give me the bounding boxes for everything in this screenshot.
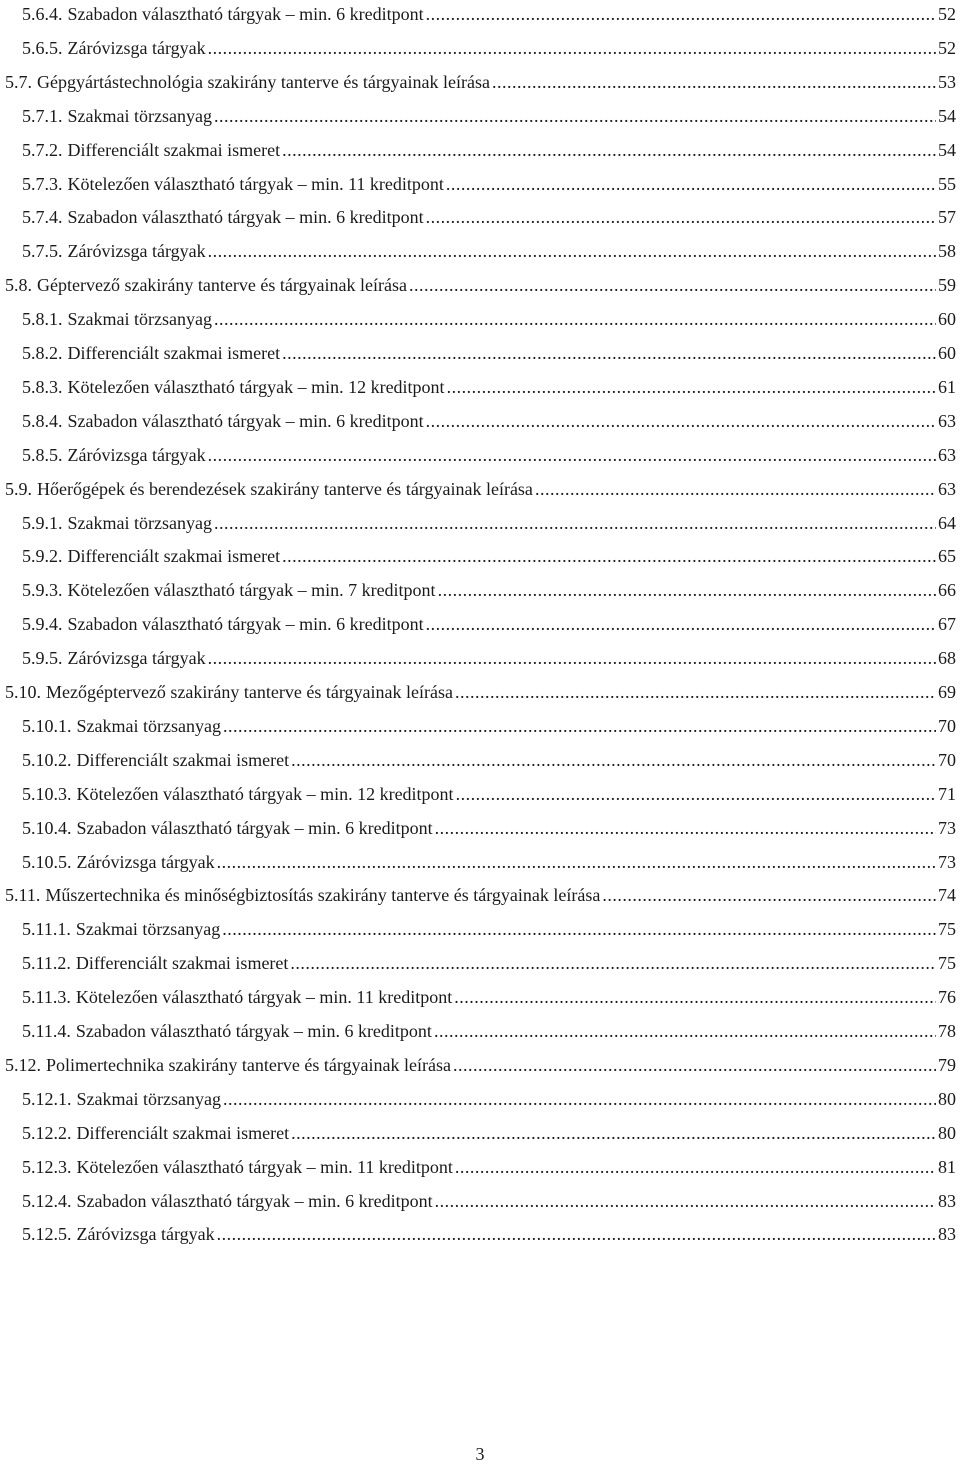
toc-entry[interactable] <box>0 610 960 638</box>
toc-entry-label: Hőerőgépek és berendezések szakirány tanterve és tárgyainak leírása <box>37 478 533 499</box>
toc-dot-leader <box>223 1085 936 1113</box>
toc-entry[interactable] <box>0 1187 960 1215</box>
toc-entry-page: 70 <box>938 749 956 770</box>
toc-dot-leader <box>446 170 936 198</box>
toc-entry-number: 5.11. <box>5 885 41 906</box>
toc-entry-page: 54 <box>938 139 956 160</box>
toc-entry-title <box>22 746 289 774</box>
toc-entry-title <box>22 712 221 740</box>
toc-dot-leader <box>208 34 936 62</box>
toc-entry-title <box>22 814 433 842</box>
toc-entry-label: Szakmai törzsanyag <box>76 1088 221 1109</box>
toc-entry[interactable] <box>0 746 960 774</box>
toc-entry-label: Záróvizsga tárgyak <box>67 444 206 465</box>
toc-dot-leader <box>217 1220 936 1248</box>
toc-entry-label: Szabadon választható tárgyak – min. 6 kreditpont <box>75 1021 432 1041</box>
toc-dot-leader <box>409 271 936 299</box>
toc-entry[interactable] <box>0 136 960 164</box>
toc-entry[interactable] <box>0 678 960 706</box>
toc-entry-title <box>22 203 424 231</box>
toc-entry-title <box>22 237 206 265</box>
toc-entry[interactable] <box>0 509 960 537</box>
toc-entry-title <box>22 0 424 28</box>
toc-entry-label: Kötelezően választható tárgyak – min. 12 kreditpont <box>67 376 445 397</box>
toc-dot-leader <box>208 644 936 672</box>
toc-entry-number: 5.9.5. <box>22 648 63 669</box>
toc-entry-number: 5.7.5. <box>22 241 63 262</box>
toc-entry-page: 73 <box>938 817 956 838</box>
toc-dot-leader <box>426 0 936 28</box>
toc-entry-number: 5.7. <box>5 71 32 92</box>
toc-entry-page: 58 <box>938 241 956 262</box>
toc-entry[interactable] <box>0 1220 960 1248</box>
toc-entry-page: 70 <box>938 715 956 736</box>
toc-entry[interactable] <box>0 339 960 367</box>
toc-entry[interactable] <box>0 203 960 231</box>
toc-dot-leader <box>435 814 936 842</box>
toc-entry-number: 5.10.5. <box>22 851 72 872</box>
toc-entry-label: Kötelezően választható tárgyak – min. 12 kreditpont <box>76 783 454 804</box>
toc-entry-page: 63 <box>938 478 956 499</box>
toc-entry-label: Záróvizsga tárgyak <box>76 1224 215 1245</box>
toc-entry-label: Mezőgéptervező szakirány tanterve és tárgyainak leírása <box>46 682 453 702</box>
toc-dot-leader <box>426 610 936 638</box>
toc-entry[interactable] <box>0 576 960 604</box>
toc-entry-title <box>5 271 407 299</box>
page-number: 3 <box>475 1444 485 1464</box>
toc-entry[interactable] <box>0 170 960 198</box>
toc-dot-leader <box>455 1153 936 1181</box>
toc-dot-leader <box>290 949 936 977</box>
toc-entry[interactable] <box>0 780 960 808</box>
toc-entry-label: Kötelezően választható tárgyak – min. 7 kreditpont <box>67 580 436 601</box>
toc-entry-page: 54 <box>938 105 956 126</box>
toc-entry-label: Kötelezően választható tárgyak – min. 11 kreditpont <box>67 173 444 194</box>
toc-entry[interactable] <box>0 68 960 96</box>
toc-entry-page: 78 <box>938 1021 956 1041</box>
toc-dot-leader <box>291 1119 936 1147</box>
toc-dot-leader <box>535 475 936 503</box>
toc-entry-label: Gépgyártástechnológia szakirány tanterve és tárgyainak leírása <box>37 71 490 92</box>
toc-entry-title <box>5 1051 451 1079</box>
toc-entry-label: Szakmai törzsanyag <box>67 105 212 126</box>
toc-entry-page: 65 <box>938 546 956 567</box>
toc-entry-title <box>22 1153 453 1181</box>
toc-entry-label: Géptervező szakirány tanterve és tárgyainak leírása <box>37 275 407 296</box>
toc-dot-leader <box>282 339 936 367</box>
toc-entry-number: 5.10. <box>5 682 41 702</box>
toc-entry-title <box>22 102 212 130</box>
toc-entry-page: 80 <box>938 1122 956 1143</box>
toc-entry-number: 5.12. <box>5 1054 41 1075</box>
toc-entry-page: 69 <box>938 682 956 702</box>
toc-entry-label: Szakmai törzsanyag <box>76 715 221 736</box>
toc-entry-title <box>22 373 445 401</box>
toc-dot-leader <box>435 1187 936 1215</box>
toc-entry-title <box>22 136 280 164</box>
toc-entry-number: 5.10.1. <box>22 715 72 736</box>
toc-entry-title <box>22 509 212 537</box>
toc-entry-page: 53 <box>938 71 956 92</box>
toc-entry-label: Kötelezően választható tárgyak – min. 11 kreditpont <box>76 1156 453 1177</box>
toc-entry-title <box>22 780 454 808</box>
toc-entry-page: 66 <box>938 580 956 601</box>
toc-entry-label: Szabadon választható tárgyak – min. 6 kreditpont <box>67 614 424 635</box>
toc-entry-page: 64 <box>938 512 956 533</box>
toc-entry-number: 5.9.3. <box>22 580 63 601</box>
toc-entry-page: 80 <box>938 1088 956 1109</box>
toc-entry-number: 5.8. <box>5 275 32 296</box>
toc-entry-title <box>22 1220 215 1248</box>
toc-entry-title <box>22 644 206 672</box>
toc-entry-title <box>22 170 444 198</box>
toc-entry[interactable] <box>0 644 960 672</box>
toc-dot-leader <box>447 373 936 401</box>
toc-entry-page: 79 <box>938 1054 956 1075</box>
toc-entry-label: Záróvizsga tárgyak <box>67 241 206 262</box>
toc-entry[interactable] <box>0 34 960 62</box>
toc-entry-page: 61 <box>938 376 956 397</box>
toc-entry-number: 5.11.4. <box>22 1021 71 1041</box>
toc-entry-label: Szabadon választható tárgyak – min. 6 kreditpont <box>67 410 424 431</box>
toc-entry-number: 5.8.4. <box>22 410 63 431</box>
toc-dot-leader <box>602 881 936 909</box>
toc-entry-title <box>22 848 215 876</box>
toc-entry-label: Szabadon választható tárgyak – min. 6 kreditpont <box>76 1190 433 1211</box>
toc-entry-page: 83 <box>938 1224 956 1245</box>
toc-entry-page: 81 <box>938 1156 956 1177</box>
toc-entry-label: Szabadon választható tárgyak – min. 6 kreditpont <box>67 4 424 24</box>
toc-entry[interactable] <box>0 475 960 503</box>
toc-dot-leader <box>426 407 936 435</box>
toc-dot-leader <box>492 68 936 96</box>
toc-entry-number: 5.12.1. <box>22 1088 72 1109</box>
toc-dot-leader <box>208 237 936 265</box>
toc-entry[interactable] <box>0 542 960 570</box>
toc-entry-title <box>22 1017 432 1045</box>
toc-entry-title <box>22 610 424 638</box>
toc-dot-leader <box>208 441 936 469</box>
toc-entry-page: 63 <box>938 410 956 431</box>
toc-entry-number: 5.8.2. <box>22 343 63 363</box>
toc-entry-number: 5.11.3. <box>22 987 71 1008</box>
toc-entry-title <box>22 1119 289 1147</box>
toc-entry-label: Kötelezően választható tárgyak – min. 11 kreditpont <box>75 987 453 1008</box>
toc-dot-leader <box>438 576 936 604</box>
toc-entry-number: 5.8.3. <box>22 376 63 397</box>
toc-dot-leader <box>291 746 936 774</box>
toc-entry-label: Szabadon választható tárgyak – min. 6 kreditpont <box>76 817 433 838</box>
toc-dot-leader <box>214 305 936 333</box>
toc-entry[interactable] <box>0 983 960 1011</box>
toc-entry-number: 5.9.4. <box>22 614 63 635</box>
toc-entry-number: 5.6.4. <box>22 4 63 24</box>
toc-entry-page: 52 <box>938 4 956 24</box>
toc-entry-page: 60 <box>938 343 956 363</box>
toc-entry-number: 5.9.1. <box>22 512 63 533</box>
toc-entry-label: Differenciált szakmai ismeret <box>67 139 281 160</box>
toc-entry-number: 5.10.3. <box>22 783 72 804</box>
toc-entry-page: 59 <box>938 275 956 296</box>
toc-entry[interactable] <box>0 1119 960 1147</box>
toc-entry-label: Záróvizsga tárgyak <box>67 648 206 669</box>
toc-entry-page: 76 <box>938 987 956 1008</box>
toc-entry[interactable] <box>0 305 960 333</box>
toc-entry-title <box>22 339 280 367</box>
toc-dot-leader <box>223 712 936 740</box>
toc-entry-title <box>5 475 533 503</box>
toc-entry-label: Polimertechnika szakirány tanterve és tárgyainak leírása <box>46 1054 451 1075</box>
toc-entry[interactable] <box>0 407 960 435</box>
toc-entry-title <box>5 678 453 706</box>
toc-entry[interactable] <box>0 271 960 299</box>
toc-entry-title <box>22 949 288 977</box>
toc-entry-number: 5.7.4. <box>22 207 63 228</box>
toc-entry-page: 75 <box>938 919 956 940</box>
toc-entry-title <box>5 881 600 909</box>
toc-entry-label: Differenciált szakmai ismeret <box>76 749 290 770</box>
toc-entry-number: 5.12.4. <box>22 1190 72 1211</box>
toc-entry-number: 5.10.4. <box>22 817 72 838</box>
toc-entry-number: 5.10.2. <box>22 749 72 770</box>
toc-dot-leader <box>454 983 936 1011</box>
toc-entry-title <box>22 576 436 604</box>
toc-entry[interactable] <box>0 949 960 977</box>
toc-entry[interactable] <box>0 915 960 943</box>
toc-dot-leader <box>434 1017 936 1045</box>
toc-entry-title <box>22 407 424 435</box>
toc-entry-title <box>22 542 280 570</box>
toc-dot-leader <box>455 678 936 706</box>
toc-entry[interactable] <box>0 373 960 401</box>
toc-entry-number: 5.12.5. <box>22 1224 72 1245</box>
toc-entry[interactable] <box>0 814 960 842</box>
toc-entry-label: Záróvizsga tárgyak <box>76 851 215 872</box>
toc-entry[interactable] <box>0 1051 960 1079</box>
toc-entry-label: Záróvizsga tárgyak <box>67 37 206 58</box>
toc-entry-page: 55 <box>938 173 956 194</box>
toc-entry-page: 83 <box>938 1190 956 1211</box>
toc-entry-label: Szabadon választható tárgyak – min. 6 kreditpont <box>67 207 424 228</box>
toc-entry-page: 71 <box>938 783 956 804</box>
toc-entry[interactable] <box>0 102 960 130</box>
toc-entry-label: Szakmai törzsanyag <box>67 512 212 533</box>
toc-entry-label: Szakmai törzsanyag <box>67 309 212 330</box>
toc-entry-title <box>22 441 206 469</box>
toc-entry-number: 5.11.1. <box>22 919 71 940</box>
toc-entry-number: 5.9. <box>5 478 32 499</box>
toc-entry[interactable] <box>0 1085 960 1113</box>
toc-entry-title <box>22 305 212 333</box>
toc-entry-title <box>22 915 220 943</box>
toc-entry[interactable] <box>0 1017 960 1045</box>
toc-entry-number: 5.12.2. <box>22 1122 72 1143</box>
toc-entry-number: 5.7.3. <box>22 173 63 194</box>
toc-entry-number: 5.8.5. <box>22 444 63 465</box>
toc-entry[interactable] <box>0 881 960 909</box>
toc-dot-leader <box>282 136 936 164</box>
toc-entry-number: 5.8.1. <box>22 309 63 330</box>
toc-entry-page: 68 <box>938 648 956 669</box>
toc-entry-page: 74 <box>938 885 956 906</box>
toc-entry[interactable] <box>0 712 960 740</box>
toc-entry-page: 52 <box>938 37 956 58</box>
toc-dot-leader <box>214 509 936 537</box>
toc-entry-label: Differenciált szakmai ismeret <box>67 343 281 363</box>
toc-entry-title <box>5 68 490 96</box>
toc-entry-page: 73 <box>938 851 956 872</box>
toc-entry[interactable] <box>0 237 960 265</box>
toc-dot-leader <box>217 848 936 876</box>
toc-entry-number: 5.11.2. <box>22 953 71 974</box>
toc-dot-leader <box>282 542 936 570</box>
toc-entry-number: 5.7.1. <box>22 105 63 126</box>
toc-entry-page: 75 <box>938 953 956 974</box>
toc-entry-title <box>22 1187 433 1215</box>
toc-entry-title <box>22 983 452 1011</box>
toc-entry-label: Differenciált szakmai ismeret <box>67 546 281 567</box>
toc-dot-leader <box>453 1051 936 1079</box>
toc-dot-leader <box>426 203 936 231</box>
toc-entry-page: 63 <box>938 444 956 465</box>
toc-entry-label: Differenciált szakmai ismeret <box>75 953 289 974</box>
toc-entry-label: Műszertechnika és minőségbiztosítás szakirány tanterve és tárgyainak leírása <box>45 885 601 906</box>
toc-entry[interactable] <box>0 441 960 469</box>
toc-entry[interactable] <box>0 0 960 28</box>
toc-dot-leader <box>456 780 936 808</box>
toc-dot-leader <box>222 915 936 943</box>
toc-entry[interactable] <box>0 848 960 876</box>
toc-entry-label: Differenciált szakmai ismeret <box>76 1122 290 1143</box>
toc-entry-number: 5.7.2. <box>22 139 63 160</box>
toc-entry-page: 67 <box>938 614 956 635</box>
toc-entry-title <box>22 34 206 62</box>
toc-entry-number: 5.9.2. <box>22 546 63 567</box>
toc-entry-page: 57 <box>938 207 956 228</box>
toc-entry-page: 60 <box>938 309 956 330</box>
toc-entry-title <box>22 1085 221 1113</box>
toc-entry-number: 5.6.5. <box>22 37 63 58</box>
toc-entry-number: 5.12.3. <box>22 1156 72 1177</box>
toc-entry-label: Szakmai törzsanyag <box>75 919 221 940</box>
toc-entry[interactable] <box>0 1153 960 1181</box>
toc-dot-leader <box>214 102 936 130</box>
